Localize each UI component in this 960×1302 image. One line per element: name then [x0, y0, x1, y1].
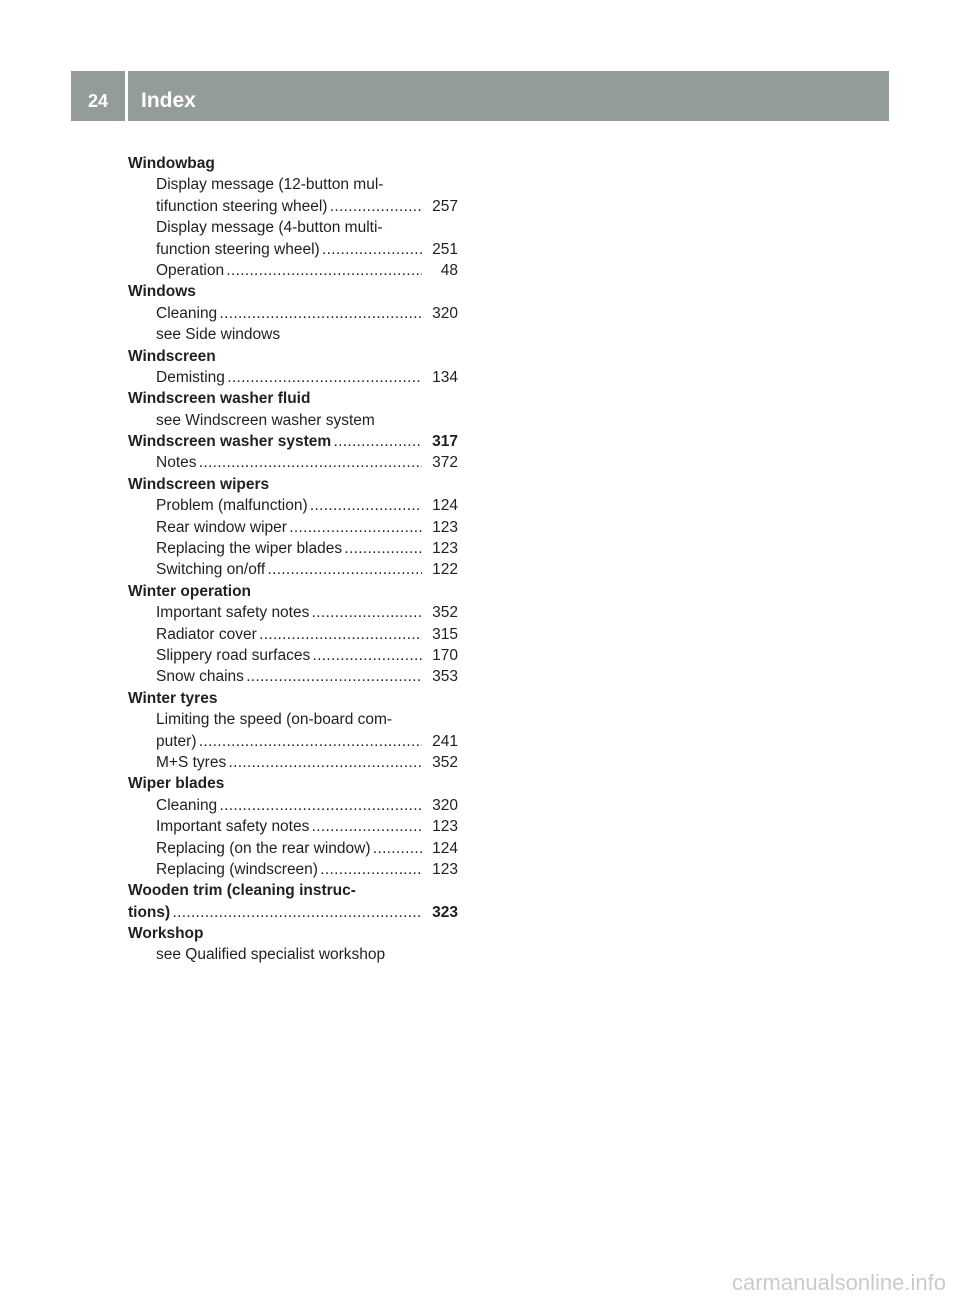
index-heading [128, 902, 458, 923]
entry-text: Windscreen [128, 347, 216, 365]
page-reference: 134 [428, 367, 458, 388]
index-subentry [156, 944, 458, 965]
entry-text: Important safety notes . . . [156, 816, 422, 837]
entry-text: Winter tyres [128, 689, 218, 707]
watermark: carmanualsonline.info [731, 1270, 946, 1295]
index-heading [128, 688, 458, 709]
page-reference: 124 [428, 838, 458, 859]
entry-text: Problem (malfunction) . . . [156, 495, 422, 516]
section-title: Index [141, 89, 196, 112]
index-heading [128, 880, 458, 901]
index-heading [128, 773, 458, 794]
index-subentry [156, 324, 458, 345]
page-reference: 257 [428, 196, 458, 217]
index-subentry [156, 367, 458, 388]
entry-text: Demisting . . . [156, 367, 422, 388]
entry-text: Windowbag [128, 155, 215, 172]
entry-text: see Side windows [156, 326, 281, 344]
entry-text: Switching on/off . . . [156, 559, 422, 580]
page-reference: 48 [437, 260, 458, 281]
entry-text: see Qualified specialist workshop [156, 946, 386, 964]
index-heading [128, 923, 458, 944]
entry-text: Cleaning . . . [156, 303, 422, 324]
index-subentry [156, 795, 458, 816]
entry-text: function steering wheel) . . . [156, 239, 422, 260]
entry-text: tions) . . . [128, 902, 422, 923]
page-reference: 320 [428, 795, 458, 816]
index-subentry [156, 645, 458, 666]
entry-text: see Windscreen washer system [156, 411, 375, 429]
index-subentry [156, 731, 458, 752]
index-subentry [156, 452, 458, 473]
entry-text: Radiator cover . . . [156, 624, 422, 645]
entry-text: Wiper blades [128, 775, 225, 793]
page-number: 24 [87, 91, 109, 111]
index-subentry [156, 303, 458, 324]
entry-text: Cleaning . . . [156, 795, 422, 816]
entry-text: Important safety notes . . . [156, 602, 422, 623]
page-reference: 320 [428, 303, 458, 324]
page-reference: 123 [428, 816, 458, 837]
entry-text: Replacing the wiper blades . . . [156, 538, 422, 559]
page-reference: 241 [428, 731, 458, 752]
page-reference: 122 [428, 559, 458, 580]
entry-text: Rear window wiper . . . [156, 517, 422, 538]
page-reference: 372 [428, 452, 458, 473]
entry-text: Slippery road surfaces . . . [156, 645, 422, 666]
page-reference: 315 [428, 624, 458, 645]
page-reference: 124 [428, 495, 458, 516]
entry-text: Replacing (windscreen) . . . [156, 859, 422, 880]
entry-text: M+S tyres . . . [156, 752, 422, 773]
index-subentry [156, 709, 458, 730]
index-subentry [156, 624, 458, 645]
entry-text: Windscreen washer system . . . [128, 431, 422, 452]
entry-text: Windscreen wipers [128, 475, 270, 493]
entry-text: Operation . . . [156, 260, 422, 281]
page-reference: 123 [428, 859, 458, 880]
entry-text: Display message (12-button mul- [156, 176, 384, 194]
index-subentry [156, 495, 458, 516]
entry-text: Snow chains . . . [156, 666, 422, 687]
index-subentry [156, 859, 458, 880]
page-reference: 352 [428, 752, 458, 773]
index-subentry [156, 752, 458, 773]
index-subentry [156, 816, 458, 837]
index-heading [128, 474, 458, 495]
page-reference: 317 [428, 431, 458, 452]
index-subentry [156, 410, 458, 431]
index-subentry [156, 602, 458, 623]
entry-text: Replacing (on the rear window) . . . [156, 838, 422, 859]
entry-text: Workshop [128, 925, 204, 943]
page-reference: 323 [428, 902, 458, 923]
page-reference: 123 [428, 538, 458, 559]
index-subentry [156, 196, 458, 217]
index-subentry [156, 666, 458, 687]
index-subentry [156, 838, 458, 859]
index-heading [128, 431, 458, 452]
entry-text: Wooden trim (cleaning instruc- [128, 882, 356, 900]
entry-text: puter) . . . [156, 731, 422, 752]
index-subentry [156, 217, 458, 238]
index-heading [128, 153, 458, 174]
index-subentry [156, 174, 458, 195]
entry-text: Display message (4-button multi- [156, 219, 383, 237]
entry-text: Limiting the speed (on-board com- [156, 711, 393, 729]
entry-text: Windows [128, 283, 196, 301]
index-subentry [156, 239, 458, 260]
index-heading [128, 281, 458, 302]
page-reference: 123 [428, 517, 458, 538]
index-subentry [156, 517, 458, 538]
entry-text: Windscreen washer fluid [128, 390, 311, 408]
entry-text: Winter operation [128, 582, 252, 600]
index-heading [128, 346, 458, 367]
entry-text: Notes . . . [156, 452, 422, 473]
index-subentry [156, 260, 458, 281]
page-reference: 352 [428, 602, 458, 623]
index-subentry [156, 538, 458, 559]
page-reference: 353 [428, 666, 458, 687]
index-list [128, 153, 458, 966]
index-subentry [156, 559, 458, 580]
index-heading [128, 388, 458, 409]
index-heading [128, 581, 458, 602]
entry-text: tifunction steering wheel) . . . [156, 196, 422, 217]
page-reference: 251 [428, 239, 458, 260]
header-divider [125, 71, 128, 121]
page-reference: 170 [428, 645, 458, 666]
